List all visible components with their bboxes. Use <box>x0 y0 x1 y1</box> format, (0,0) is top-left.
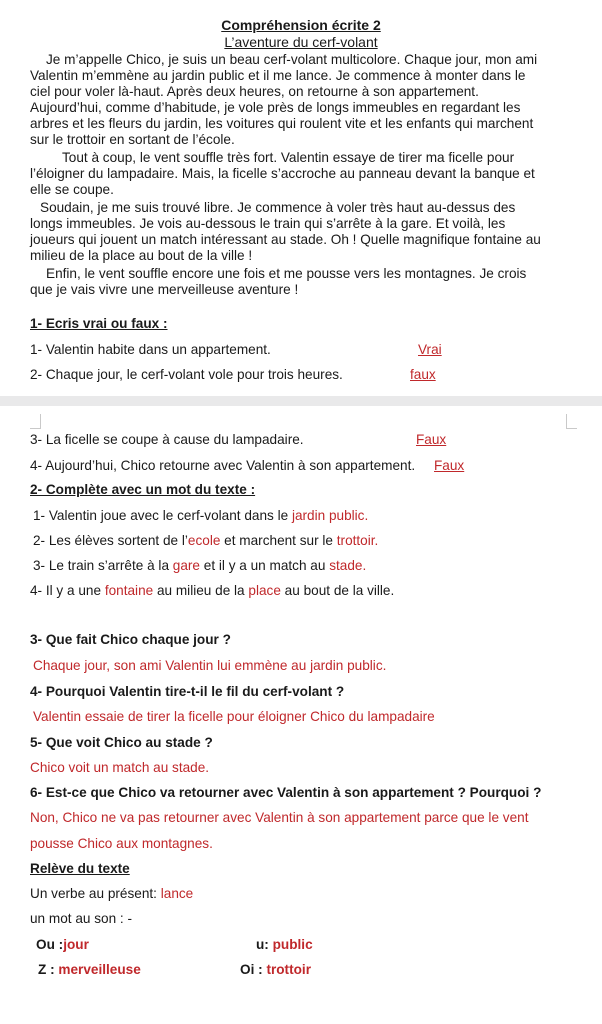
q2-s2-text-b: et marchent sur le <box>220 533 337 548</box>
releve-u-label: u: <box>256 937 273 952</box>
story-line: joueurs qui jouent un match intéressant au stade. Oh ! Quelle magnifique fontaine au <box>30 232 541 247</box>
q5-question: 5- Que voit Chico au stade ? <box>30 735 213 750</box>
q2-s1-text: 1- Valentin joue avec le cerf-volant dans le <box>33 508 292 523</box>
story-line: sur le trottoir en sortant de l’école. <box>30 132 235 147</box>
q2-sentence-1 <box>33 508 368 524</box>
q2-s4-text-b: au milieu de la <box>153 583 249 598</box>
crop-mark-left <box>30 414 41 429</box>
q3-answer: Chaque jour, son ami Valentin lui emmène au jardin public. <box>33 658 387 673</box>
q4-question: 4- Pourquoi Valentin tire-t-il le fil du cerf-volant ? <box>30 684 345 699</box>
q2-s3-answer-1: gare <box>172 558 200 573</box>
story-line: Aujourd’hui, comme d’habitude, je vole près de longs immeubles en regardant les <box>30 100 521 115</box>
q1-answer-1: Vrai <box>418 342 442 357</box>
releve-ou <box>36 937 89 953</box>
story-line: Je m’appelle Chico, je suis un beau cerf-volant multicolore. Chaque jour, mon ami <box>46 52 538 67</box>
releve-verb-label: Un verbe au présent: <box>30 886 161 901</box>
story-line: Valentin m’emmène au jardin public et il me lance. Je commence à monter dans le <box>30 68 526 83</box>
crop-mark-right <box>566 414 577 429</box>
releve-oi <box>240 962 311 978</box>
q2-s4-text-a: 4- Il y a une <box>30 583 105 598</box>
q6-answer-line-1: Non, Chico ne va pas retourner avec Valentin à son appartement parce que le vent <box>30 810 529 825</box>
story-line: milieu de la place au bout de la ville ! <box>30 248 253 263</box>
releve-verb-answer: lance <box>160 886 194 901</box>
q2-s3-answer-2: stade. <box>329 558 367 573</box>
q1-answer-2: faux <box>410 367 436 382</box>
q1-answer-3: Faux <box>416 432 447 447</box>
story-line: Soudain, je me suis trouvé libre. Je commence à voler très haut au-dessus des <box>40 200 516 215</box>
page-separator <box>0 396 602 406</box>
q1-item-1: 1- Valentin habite dans un appartement. <box>30 342 271 357</box>
story-line: longs immeubles. Je vois au-dessous le train qui s’arrête à la gare. Et voilà, les <box>30 216 506 231</box>
q1-answer-4: Faux <box>434 458 465 473</box>
q2-s2-answer-2: trottoir. <box>336 533 379 548</box>
q2-s2-answer-1: ecole <box>187 533 221 548</box>
worksheet-title: Compréhension écrite 2 <box>221 17 381 33</box>
releve-z-answer: merveilleuse <box>58 962 141 977</box>
releve-ou-label: Ou : <box>36 937 64 952</box>
story-line: Enfin, le vent souffle encore une fois et me pousse vers les montagnes. Je crois <box>46 266 527 281</box>
releve-u-answer: public <box>272 937 313 952</box>
q1-item-3: 3- La ficelle se coupe à cause du lampadaire. <box>30 432 304 447</box>
releve-ou-answer: jour <box>63 937 89 952</box>
story-line: elle se coupe. <box>30 182 114 197</box>
releve-heading: Relève du texte <box>30 861 130 876</box>
q1-heading: 1- Ecris vrai ou faux : <box>30 316 168 331</box>
q2-s1-answer: jardin public. <box>291 508 369 523</box>
q3-question: 3- Que fait Chico chaque jour ? <box>30 632 231 647</box>
q2-s3-text-a: 3- Le train s’arrête à la <box>33 558 173 573</box>
q6-answer-line-2: pousse Chico aux montagnes. <box>30 836 213 851</box>
releve-oi-answer: trottoir <box>266 962 311 977</box>
releve-u <box>256 937 313 953</box>
q2-sentence-4 <box>30 583 394 599</box>
q2-s2-text-a: 2- Les élèves sortent de l’ <box>33 533 188 548</box>
q2-sentence-3 <box>33 558 366 574</box>
releve-z-label: Z : <box>38 962 59 977</box>
q5-answer: Chico voit un match au stade. <box>30 760 210 775</box>
q2-s3-text-b: et il y a un match au <box>200 558 330 573</box>
q1-item-4: 4- Aujourd’hui, Chico retourne avec Valentin à son appartement. <box>30 458 416 473</box>
releve-sound-label: un mot au son : - <box>30 911 133 926</box>
q6-question: 6- Est-ce que Chico va retourner avec Valentin à son appartement ? Pourquoi ? <box>30 785 542 800</box>
story-line: l’éloigner du lampadaire. Mais, la ficelle s’accroche au panneau devant la banque et <box>30 166 535 181</box>
q2-heading: 2- Complète avec un mot du texte : <box>30 482 256 497</box>
story-line: Tout à coup, le vent souffle très fort. Valentin essaye de tirer ma ficelle pour <box>62 150 515 165</box>
releve-z <box>38 962 141 978</box>
story-line: ciel pour voler là-haut. Après deux heures, on retourne à son appartement. <box>30 84 479 99</box>
q2-sentence-2 <box>33 533 378 549</box>
q4-answer: Valentin essaie de tirer la ficelle pour éloigner Chico du lampadaire <box>33 709 435 724</box>
q2-s4-answer-1: fontaine <box>104 583 154 598</box>
story-line: arbres et les fleurs du jardin, les voitures qui roulent vite et les enfants qui marchent <box>30 116 534 131</box>
releve-verb <box>30 886 193 902</box>
story-line: que je vais vivre une merveilleuse aventure ! <box>30 282 299 297</box>
q2-s4-text-c: au bout de la ville. <box>280 583 395 598</box>
q1-item-2: 2- Chaque jour, le cerf-volant vole pour trois heures. <box>30 367 343 382</box>
q2-s4-answer-2: place <box>248 583 281 598</box>
story-title: L’aventure du cerf-volant <box>224 34 378 50</box>
releve-oi-label: Oi : <box>240 962 267 977</box>
